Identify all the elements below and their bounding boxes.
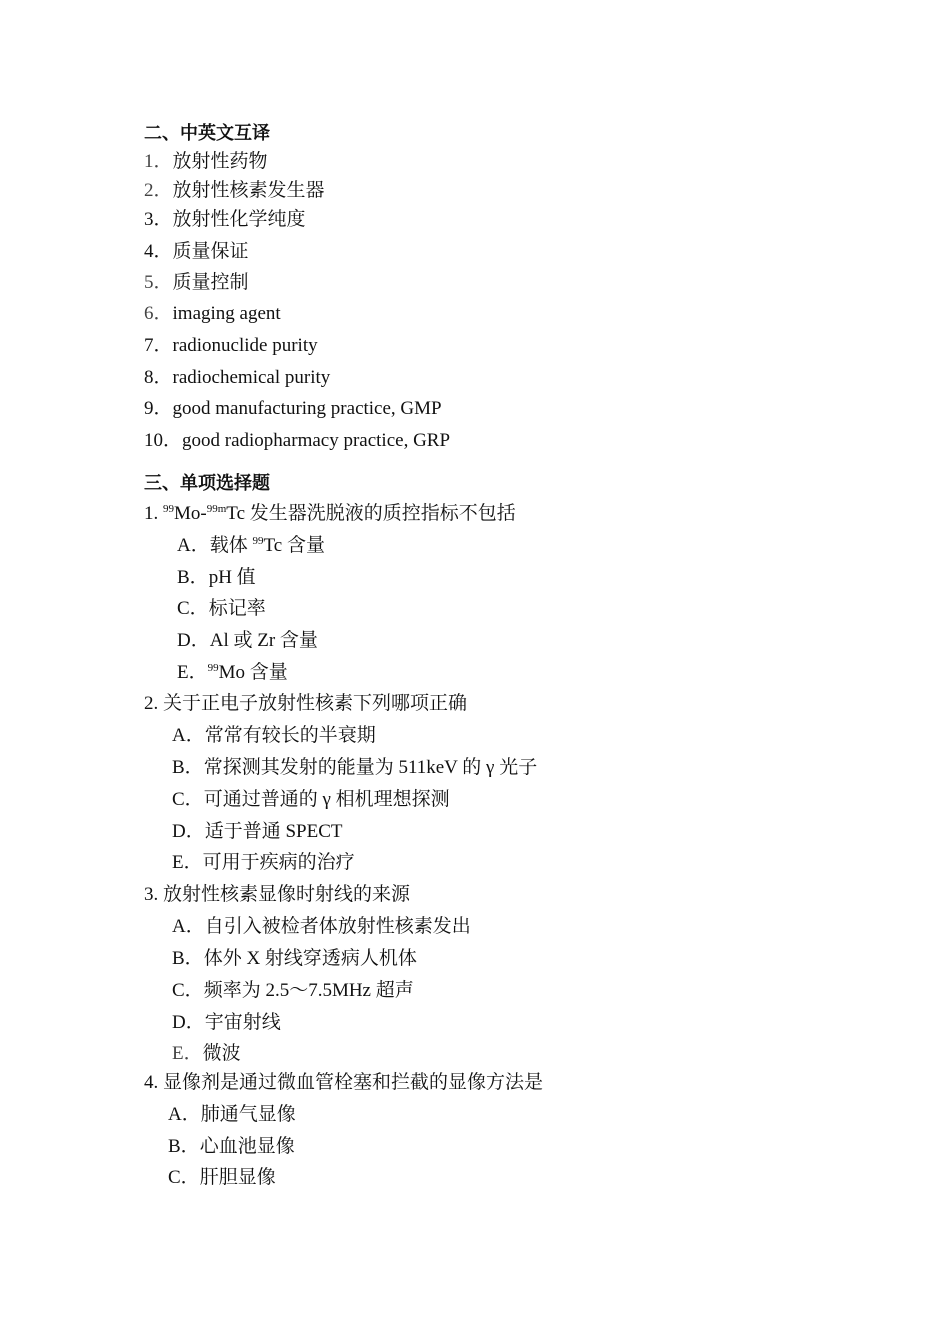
superscript: 99 xyxy=(163,503,174,515)
option-label: A． xyxy=(177,535,210,556)
option-text: Tc 含量 xyxy=(263,535,325,556)
option-text: 肝胆显像 xyxy=(199,1167,276,1188)
option-d xyxy=(177,629,318,653)
item-number: 9． xyxy=(144,398,173,419)
option-c xyxy=(168,1166,276,1190)
item-number: 6． xyxy=(144,303,173,324)
translation-item xyxy=(144,397,442,421)
superscript: 99 xyxy=(252,535,264,547)
option-a xyxy=(177,534,325,558)
option-text: 载体 xyxy=(209,535,253,556)
superscript: 99 xyxy=(207,662,219,674)
option-label: E． xyxy=(177,662,208,683)
question-number: 1. xyxy=(144,503,159,524)
option-text: Mo 含量 xyxy=(218,662,288,683)
option-text: 体外 X 射线穿透病人机体 xyxy=(203,948,417,969)
option-text: 自引入被检者体放射性核素发出 xyxy=(204,916,471,937)
option-a xyxy=(172,724,376,748)
item-number: 4． xyxy=(144,241,173,262)
item-number: 3． xyxy=(144,209,173,230)
item-text: 质量保证 xyxy=(172,241,249,262)
question-stem xyxy=(144,502,516,526)
option-text: Al 或 Zr 含量 xyxy=(209,630,318,651)
option-e xyxy=(172,1042,241,1066)
item-number: 2． xyxy=(144,180,173,201)
item-number: 10． xyxy=(144,430,183,451)
option-label: C． xyxy=(168,1167,200,1188)
option-label: D． xyxy=(172,1012,205,1033)
option-label: B． xyxy=(172,757,204,778)
section-heading-translation: 二、中英文互译 xyxy=(144,123,270,144)
option-label: E． xyxy=(172,1043,203,1064)
option-b xyxy=(177,566,256,590)
item-text: 放射性化学纯度 xyxy=(172,209,306,230)
question-text: Mo- xyxy=(174,503,207,524)
item-number: 5． xyxy=(144,272,173,293)
question-text: Tc 发生器洗脱液的质控指标不包括 xyxy=(226,503,516,524)
option-text: 心血池显像 xyxy=(199,1136,295,1157)
option-label: C． xyxy=(177,598,209,619)
option-text: pH 值 xyxy=(208,567,256,588)
option-text: 常探测其发射的能量为 511keV 的 γ 光子 xyxy=(203,757,538,778)
option-label: C． xyxy=(172,789,204,810)
option-text: 标记率 xyxy=(208,598,266,619)
translation-item xyxy=(144,366,330,390)
option-text: 常常有较长的半衰期 xyxy=(204,725,376,746)
item-number: 7． xyxy=(144,335,173,356)
option-c xyxy=(172,788,450,812)
option-b xyxy=(168,1135,295,1159)
item-text: good manufacturing practice, GMP xyxy=(172,398,442,419)
translation-item xyxy=(144,150,268,174)
translation-item xyxy=(144,179,325,203)
option-text: 肺通气显像 xyxy=(200,1104,296,1125)
option-d xyxy=(172,820,343,844)
option-text: 微波 xyxy=(202,1043,241,1064)
item-text: good radiopharmacy practice, GRP xyxy=(182,430,451,451)
item-number: 8． xyxy=(144,367,173,388)
option-text: 适于普通 SPECT xyxy=(204,821,343,842)
option-text: 宇宙射线 xyxy=(204,1012,281,1033)
item-text: 质量控制 xyxy=(172,272,249,293)
option-label: D． xyxy=(177,630,210,651)
option-label: A． xyxy=(168,1104,201,1125)
option-label: B． xyxy=(172,948,204,969)
question-stem: 3. 放射性核素显像时射线的来源 xyxy=(144,884,411,905)
option-label: E． xyxy=(172,852,203,873)
question-stem: 4. 显像剂是通过微血管栓塞和拦截的显像方法是 xyxy=(144,1072,544,1093)
option-text: 可通过普通的 γ 相机理想探测 xyxy=(203,789,450,810)
option-e xyxy=(172,851,355,875)
superscript: 99m xyxy=(206,503,227,515)
option-label: B． xyxy=(168,1136,200,1157)
option-label: B． xyxy=(177,567,209,588)
item-text: radionuclide purity xyxy=(172,335,318,356)
option-label: A． xyxy=(172,725,205,746)
option-a xyxy=(168,1103,296,1127)
item-text: radiochemical purity xyxy=(172,367,331,388)
option-text: 可用于疾病的治疗 xyxy=(202,852,355,873)
item-text: 放射性核素发生器 xyxy=(172,180,325,201)
option-label: C． xyxy=(172,980,204,1001)
translation-item xyxy=(144,334,318,358)
item-text: 放射性药物 xyxy=(172,151,268,172)
translation-item xyxy=(144,271,249,295)
translation-item xyxy=(144,208,306,232)
translation-item xyxy=(144,302,281,326)
option-d xyxy=(172,1011,281,1035)
item-text: imaging agent xyxy=(172,303,281,324)
option-e xyxy=(177,661,288,685)
option-text: 频率为 2.5～7.5MHz 超声 xyxy=(203,980,414,1001)
option-b xyxy=(172,947,417,971)
item-number: 1． xyxy=(144,151,173,172)
option-label: A． xyxy=(172,916,205,937)
option-label: D． xyxy=(172,821,205,842)
translation-item xyxy=(144,429,450,453)
option-a xyxy=(172,915,471,939)
option-b xyxy=(172,756,537,780)
translation-item xyxy=(144,240,249,264)
section-heading-single-choice: 三、单项选择题 xyxy=(144,473,270,494)
option-c xyxy=(172,979,414,1003)
option-c xyxy=(177,597,266,621)
question-stem: 2. 关于正电子放射性核素下列哪项正确 xyxy=(144,693,468,714)
